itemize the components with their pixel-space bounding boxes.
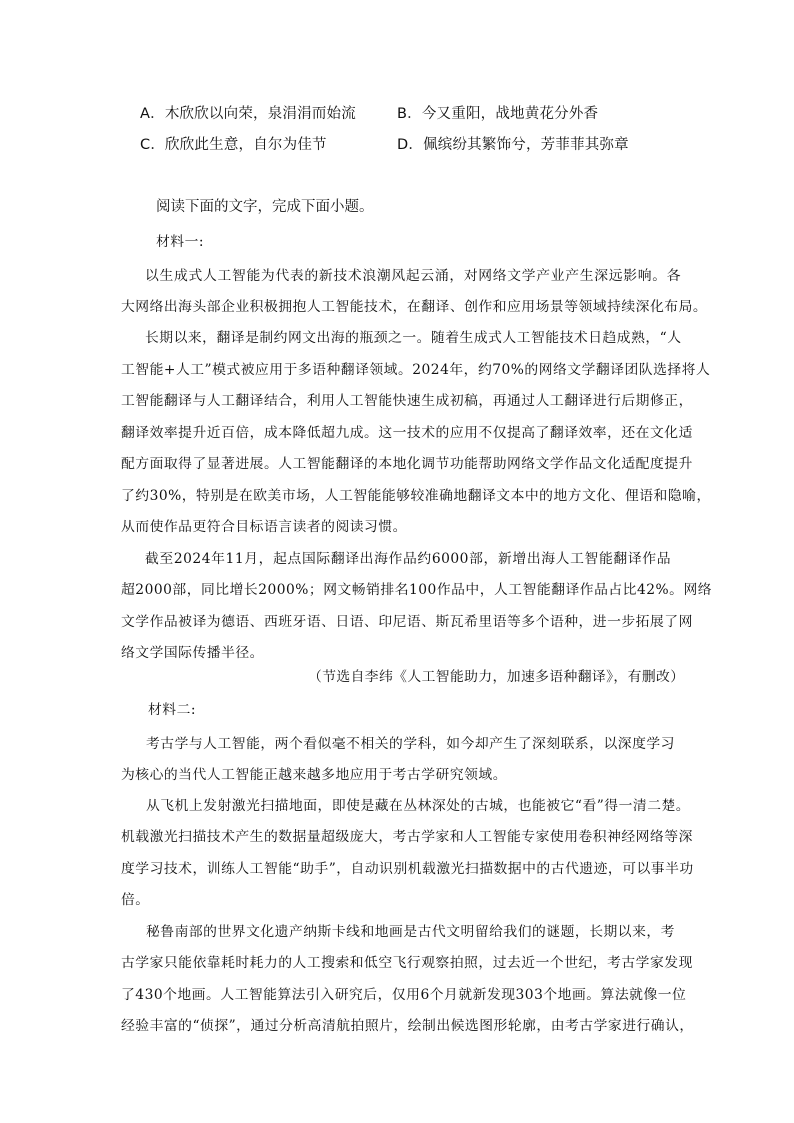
material-2-line: 从飞机上发射激光扫描地面，即使是藏在丛林深处的古城，也能被它“看”得一清二楚。 [146, 798, 691, 814]
option-b: B．今又重阳，战地黄花分外香 [397, 106, 599, 122]
material-1-line: 工智能翻译与人工翻译结合，利用人工智能快速生成初稿，再通过人工翻译进行后期修正， [121, 393, 693, 409]
option-a: A．木欣欣以向荣，泉涓涓而始流 [140, 106, 356, 122]
material-2-line: 考古学与人工智能，两个看似毫不相关的学科，如今却产生了深刻联系，以深度学习 [146, 736, 675, 752]
material-2-heading: 材料二: [148, 702, 197, 718]
material-2-line: 机载激光扫描技术产生的数据量超级庞大，考古学家和人工智能专家使用卷积神经网络等深 [121, 829, 693, 845]
material-1-line: 了约30%，特别是在欧美市场，人工智能能够较准确地翻译文本中的地方文化、俚语和隐喻， [121, 488, 711, 504]
material-1-line: 翻译效率提升近百倍，成本降低超九成。这一技术的应用不仅提高了翻译效率，还在文化适 [121, 425, 693, 441]
material-1-line: 以生成式人工智能为代表的新技术浪潮风起云涌，对网络文学产业产生深远影响。各 [145, 268, 681, 284]
material-2-line: 秘鲁南部的世界文化遗产纳斯卡线和地画是古代文明留给我们的谜题，长期以来，考 [146, 924, 675, 940]
material-1-line: 长期以来，翻译是制约网文出海的瓶颈之一。随着生成式人工智能技术日趋成熟，“人 [145, 330, 682, 346]
material-1-heading: 材料一: [156, 234, 205, 250]
material-1-line: 络文学国际传播半径。 [121, 645, 264, 661]
material-2-line: 经验丰富的“侦探”，通过分析高清航拍照片，绘制出候选图形轮廓，由考古学家进行确认， [121, 1018, 694, 1034]
material-1-line: 大网络出海头部企业积极拥抱人工智能技术，在翻译、创作和应用场景等领域持续深化布局。 [121, 299, 708, 315]
option-d: D．佩缤纷其繁饰兮，芳菲菲其弥章 [397, 137, 629, 153]
material-2-line: 古学家只能依靠耗时耗力的人工搜索和低空飞行观察拍照，过去近一个世纪，考古学家发现 [121, 955, 693, 971]
material-1-line: 配方面取得了显著进展。人工智能翻译的本地化调节功能帮助网络文学作品文化适配度提升 [121, 456, 693, 472]
material-2-line: 了430个地画。人工智能算法引入研究后，仅用6个月就新发现303个地画。算法就像一位 [121, 987, 687, 1003]
material-1-source: （节选自李纬《人工智能助力，加速多语种翻译》，有删改） [308, 669, 685, 685]
material-2-line: 为核心的当代人工智能正越来越多地应用于考古学研究领域。 [121, 767, 508, 783]
option-c: C．欣欣此生意，自尔为佳节 [140, 137, 327, 153]
material-1-line: 文学作品被译为德语、西班牙语、日语、印尼语、斯瓦希里语等多个语种，进一步拓展了网 [121, 614, 693, 630]
material-1-line: 截至2024年11月，起点国际翻译出海作品约6000部，新增出海人工智能翻译作品 [145, 551, 671, 567]
reading-instruction: 阅读下面的文字，完成下面小题。 [156, 199, 374, 215]
material-2-line: 倍。 [121, 892, 150, 908]
material-1-line: 从而使作品更符合目标语言读者的阅读习惯。 [121, 519, 407, 535]
material-2-line: 度学习技术，训练人工智能“助手”，自动识别机载激光扫描数据中的古代遗迹，可以事半功 [121, 861, 694, 877]
material-1-line: 超2000部，同比增长2000%；网文畅销排名100作品中，人工智能翻译作品占比42%。网络 [121, 582, 713, 598]
material-1-line: 工智能+人工”模式被应用于多语种翻译领域。2024年，约70%的网络文学翻译团队选择将人 [121, 362, 711, 378]
